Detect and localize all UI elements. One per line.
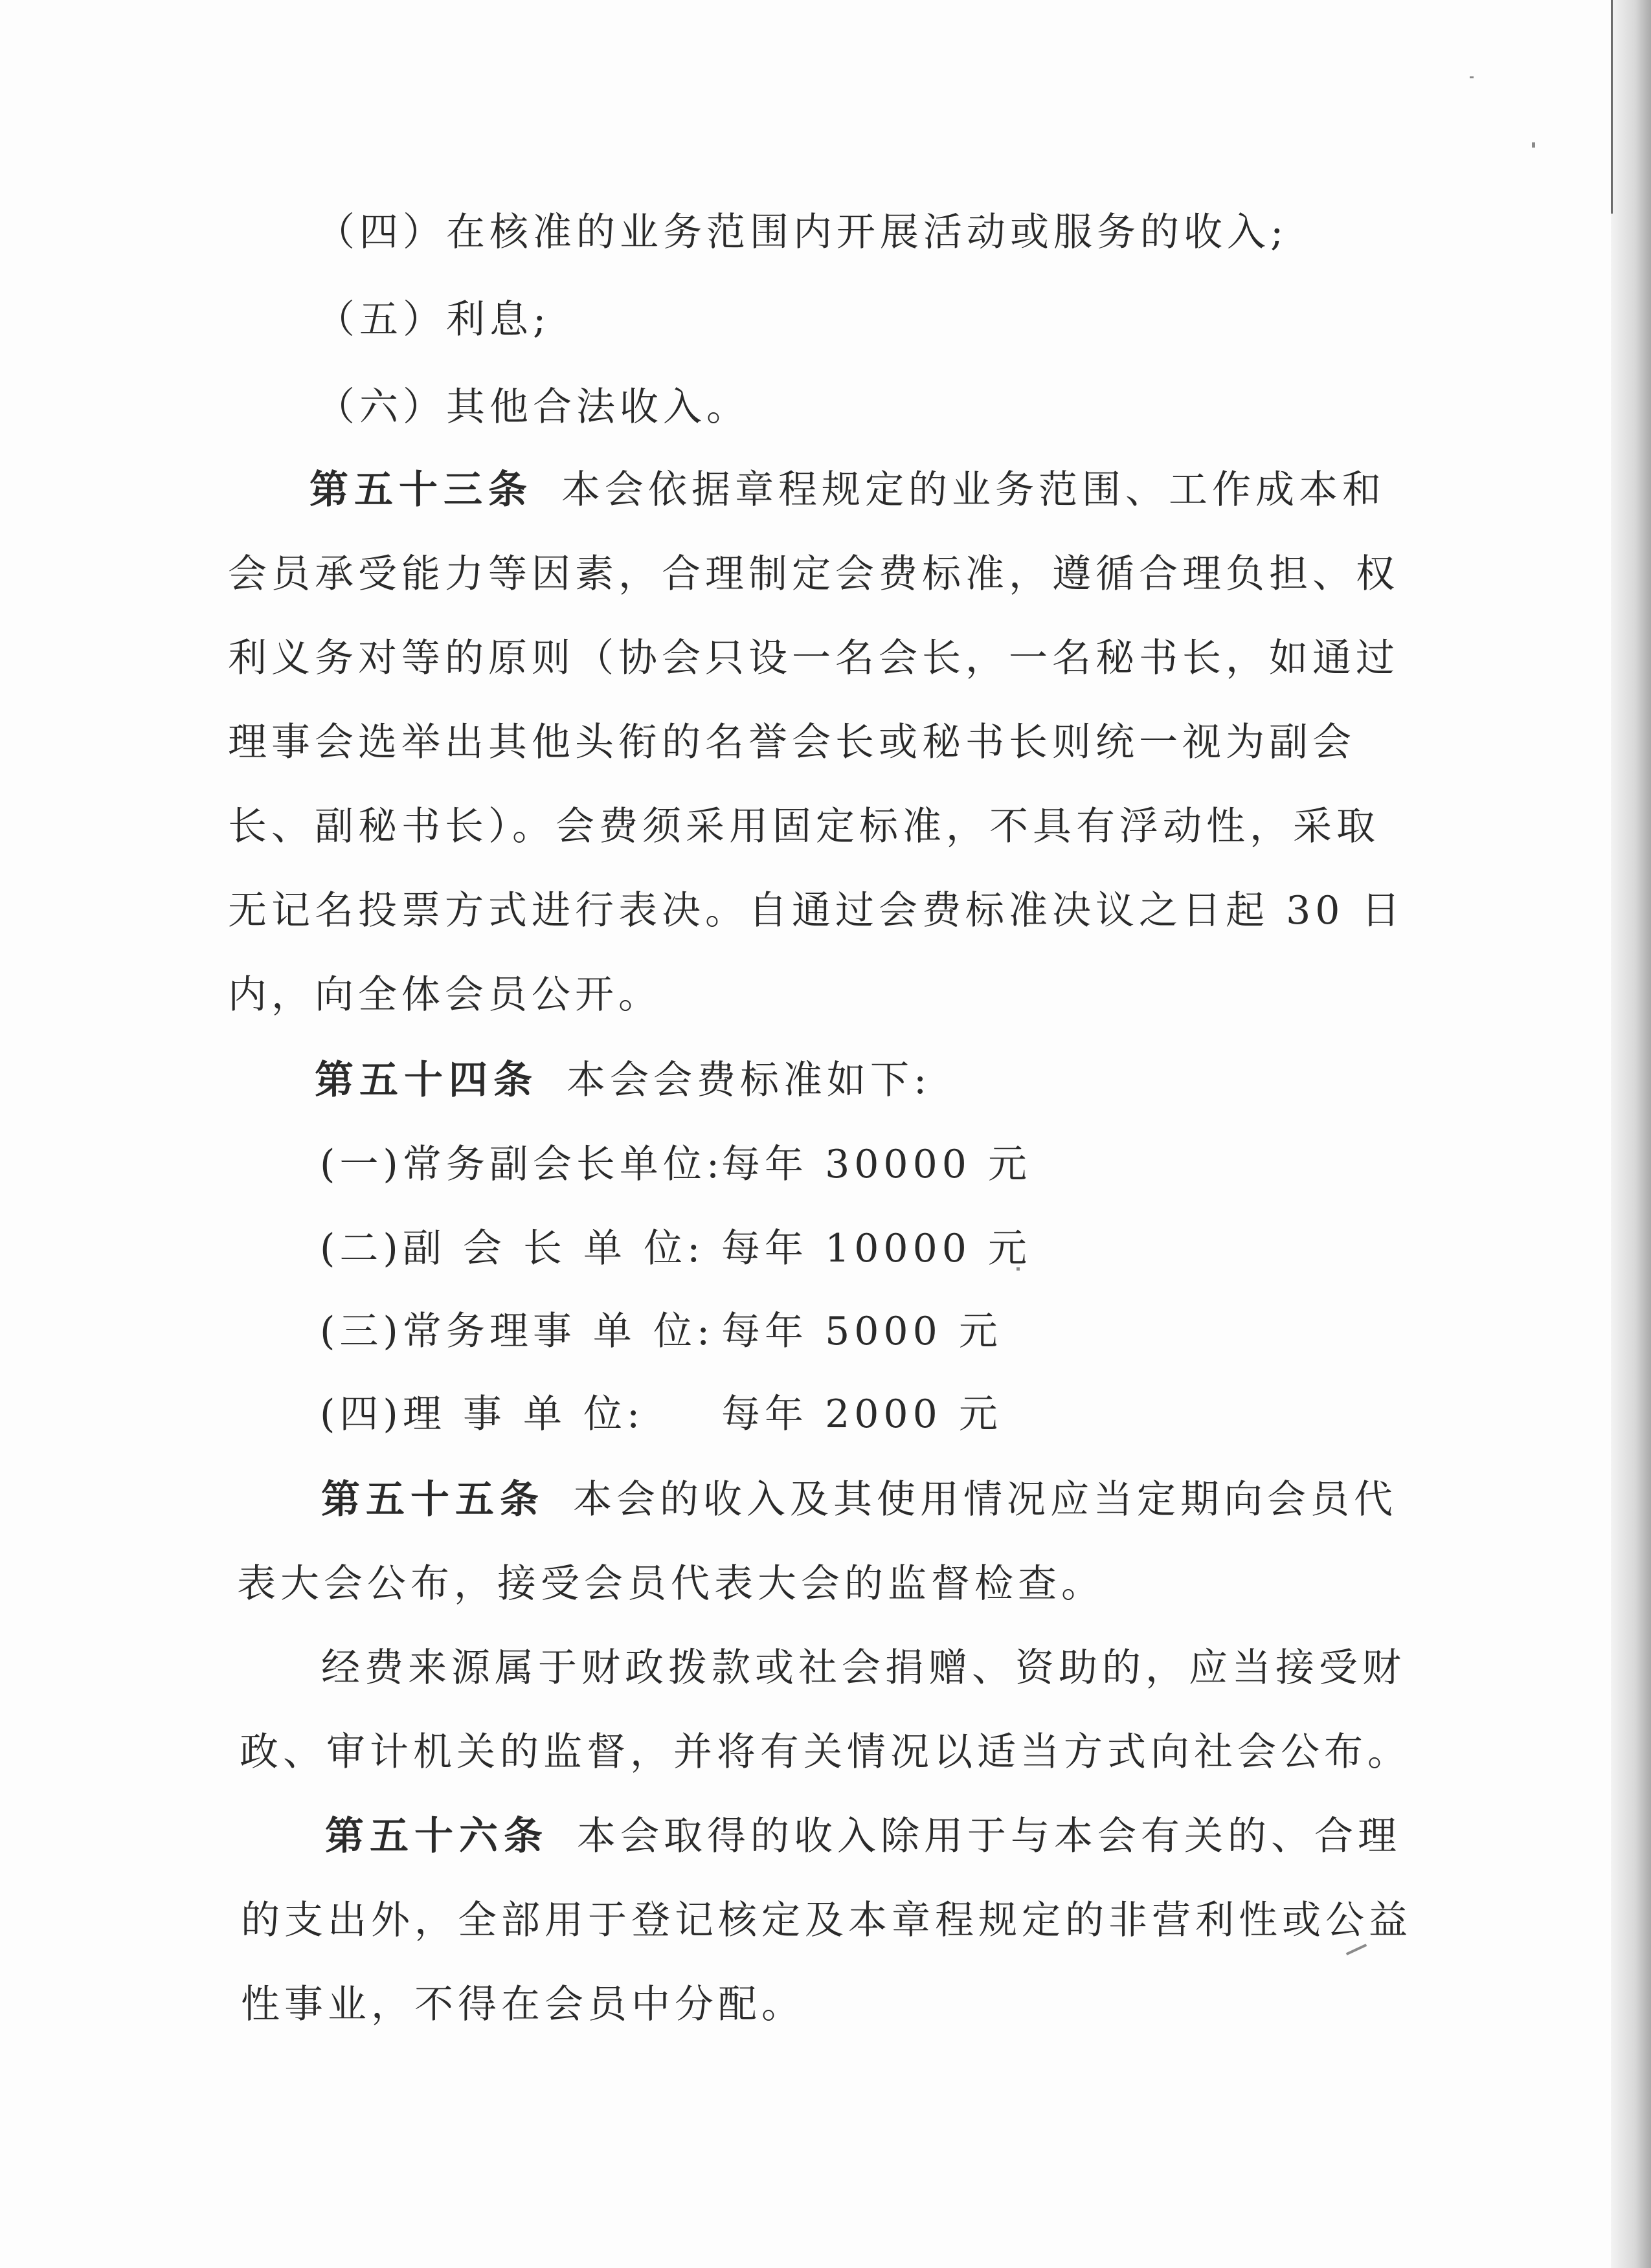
- fee-value: 每年 2000 元: [721, 1392, 1002, 1437]
- funding-paragraph-line-1: 经费来源属于财政拨款或社会捐赠、资助的，应当接受财: [321, 1645, 1406, 1691]
- article-55-heading: 第五十五条: [321, 1477, 545, 1522]
- scan-speck: [1346, 1944, 1367, 1955]
- fee-value: 每年 10000 元: [721, 1226, 1032, 1271]
- article-54-first-line: [315, 1056, 931, 1104]
- income-item-5: （五）利息;: [316, 297, 551, 342]
- funding-paragraph-line-2: 政、审计机关的监督，并将有关情况以适当方式向社会公布。: [240, 1729, 1411, 1775]
- fee-row-4: [320, 1390, 1002, 1438]
- article-53-line-4: 理事会选举出其他头衔的名誉会长或秘书长则统一视为副会: [228, 720, 1356, 765]
- article-56-first-line: [325, 1812, 1401, 1860]
- article-53-line-7: 内，向全体会员公开。: [228, 972, 662, 1017]
- income-item-4: （四）在核准的业务范围内开展活动或服务的收入;: [316, 210, 1288, 255]
- article-55-line-2: 表大会公布，接受会员代表大会的监督检查。: [237, 1561, 1105, 1606]
- article-56-heading: 第五十六条: [325, 1814, 548, 1859]
- fee-row-1: [320, 1140, 1031, 1188]
- article-56-line-3: 性事业，不得在会员中分配。: [241, 1982, 805, 2027]
- article-53-line-5: 长、副秘书长）。会费须采用固定标准，不具有浮动性，采取: [228, 804, 1380, 849]
- scan-speck: [1532, 142, 1535, 148]
- article-53-heading: 第五十三条: [309, 467, 533, 513]
- article-53-first-line: [309, 466, 1386, 514]
- fee-label: (四)理 事 单 位:: [320, 1392, 645, 1437]
- fee-label: (二)副 会 长 单 位:: [320, 1226, 705, 1271]
- article-53-text: 本会依据章程规定的业务范围、工作成本和: [561, 467, 1386, 513]
- scan-edge-shadow: [1611, 0, 1651, 2268]
- article-53-line-6: 无记名投票方式进行表决。自通过会费标准决议之日起 30 日: [228, 888, 1405, 933]
- scan-edge-line: [1611, 0, 1613, 214]
- fee-label: (三)常务理事 单 位:: [320, 1309, 715, 1354]
- fee-value: 每年 5000 元: [721, 1309, 1002, 1354]
- article-56-line-2: 的支出外，全部用于登记核定及本章程规定的非营利性或公益: [241, 1898, 1412, 1943]
- article-53-line-2: 会员承受能力等因素，合理制定会费标准，遵循合理负担、权: [228, 551, 1399, 597]
- article-54-text: 本会会费标准如下:: [567, 1058, 932, 1103]
- fee-row-2: [320, 1225, 1031, 1273]
- article-55-first-line: [321, 1476, 1397, 1524]
- article-55-text: 本会的收入及其使用情况应当定期向会员代: [573, 1477, 1397, 1522]
- article-53-line-3: 利义务对等的原则（协会只设一名会长，一名秘书长，如通过: [228, 636, 1399, 681]
- fee-value: 每年 30000 元: [721, 1142, 1032, 1187]
- article-56-text: 本会取得的收入除用于与本会有关的、合理: [577, 1814, 1401, 1859]
- scan-speck: [1470, 76, 1474, 78]
- fee-row-3: [320, 1307, 1002, 1355]
- article-54-heading: 第五十四条: [315, 1058, 538, 1103]
- income-item-6: （六）其他合法收入。: [316, 384, 750, 430]
- fee-label: (一)常务副会长单位:: [320, 1142, 724, 1187]
